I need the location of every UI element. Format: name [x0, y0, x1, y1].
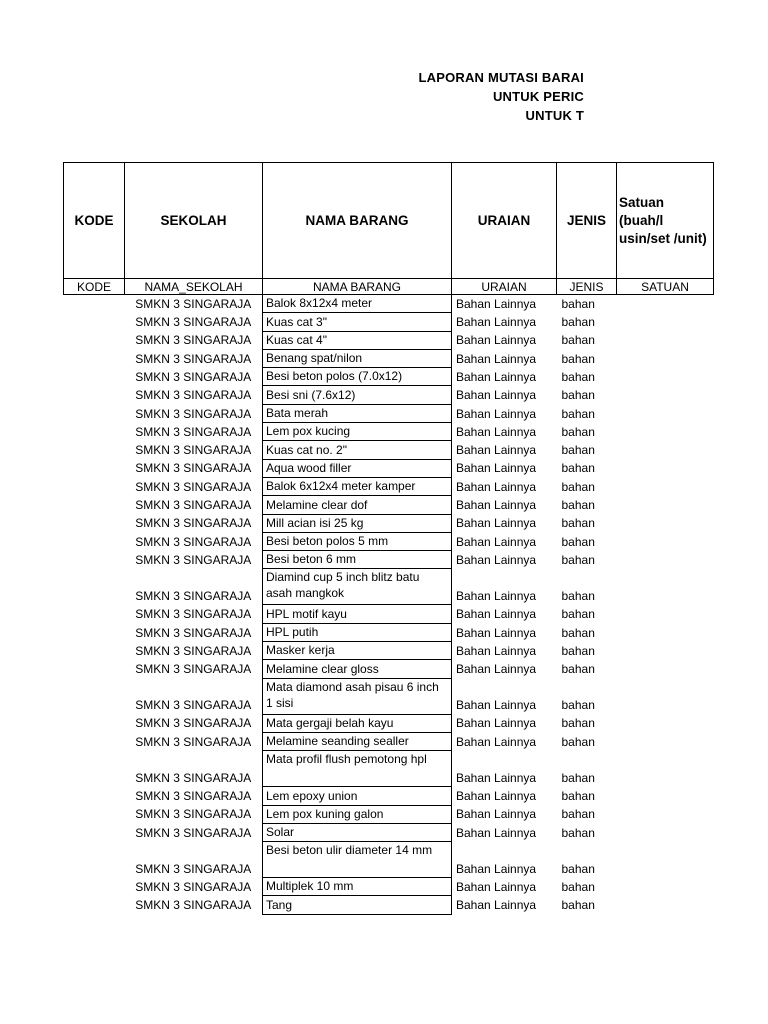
- cell-sekolah: SMKN 3 SINGARAJA: [135, 498, 252, 513]
- table-body: [64, 295, 714, 915]
- cell-jenis: bahan: [561, 789, 595, 804]
- cell-kode: [64, 386, 125, 404]
- cell-uraian: Bahan Lainnya: [456, 443, 537, 458]
- table-row: [64, 678, 714, 714]
- cell-nama-barang: Tang: [263, 896, 452, 914]
- cell-sekolah: SMKN 3 SINGARAJA: [135, 588, 252, 603]
- table-row: [64, 404, 714, 422]
- cell-sekolah: SMKN 3 SINGARAJA: [135, 461, 252, 476]
- cell-nama-barang: Multiplek 10 mm: [263, 878, 452, 896]
- cell-jenis: bahan: [561, 662, 595, 677]
- table-row: [64, 623, 714, 641]
- cell-uraian: Bahan Lainnya: [456, 825, 537, 840]
- table-row: [64, 805, 714, 823]
- subheader-sekolah: NAMA_SEKOLAH: [125, 279, 263, 295]
- table-row: [64, 569, 714, 605]
- cell-uraian: Bahan Lainnya: [456, 351, 537, 366]
- cell-jenis: bahan: [561, 479, 595, 494]
- cell-kode: [64, 496, 125, 514]
- cell-jenis: bahan: [561, 388, 595, 403]
- cell-jenis: bahan: [561, 461, 595, 476]
- cell-kode: [64, 823, 125, 841]
- cell-satuan: [617, 404, 714, 422]
- header-row: [64, 163, 714, 279]
- table-row: [64, 787, 714, 805]
- cell-sekolah: SMKN 3 SINGARAJA: [135, 879, 252, 894]
- cell-sekolah: SMKN 3 SINGARAJA: [135, 643, 252, 658]
- cell-jenis: bahan: [561, 825, 595, 840]
- cell-satuan: [617, 751, 714, 787]
- cell-jenis: bahan: [561, 534, 595, 549]
- subheader-kode: KODE: [64, 279, 125, 295]
- cell-jenis: bahan: [561, 406, 595, 421]
- cell-kode: [64, 313, 125, 331]
- cell-sekolah: SMKN 3 SINGARAJA: [135, 625, 252, 640]
- cell-sekolah: SMKN 3 SINGARAJA: [135, 424, 252, 439]
- cell-nama-barang: Besi beton ulir diameter 14 mm: [263, 842, 452, 878]
- subheader-uraian: URAIAN: [452, 279, 557, 295]
- subheader-row: [64, 279, 714, 295]
- cell-kode: [64, 459, 125, 477]
- cell-sekolah: SMKN 3 SINGARAJA: [135, 898, 252, 913]
- cell-jenis: bahan: [561, 879, 595, 894]
- cell-nama-barang: Kuas cat 3": [263, 313, 452, 331]
- cell-nama-barang: Balok 6x12x4 meter kamper: [263, 477, 452, 495]
- cell-satuan: [617, 823, 714, 841]
- cell-nama-barang: Aqua wood filler: [263, 459, 452, 477]
- cell-nama-barang: Besi sni (7.6x12): [263, 386, 452, 404]
- table-row: [64, 642, 714, 660]
- table-row: [64, 823, 714, 841]
- table-row: [64, 660, 714, 678]
- cell-sekolah: SMKN 3 SINGARAJA: [135, 662, 252, 677]
- cell-sekolah: SMKN 3 SINGARAJA: [135, 734, 252, 749]
- table-row: [64, 349, 714, 367]
- cell-satuan: [617, 660, 714, 678]
- cell-nama-barang: Lem epoxy union: [263, 787, 452, 805]
- cell-kode: [64, 714, 125, 732]
- cell-satuan: [617, 732, 714, 750]
- subheader-jenis: JENIS: [557, 279, 617, 295]
- cell-nama-barang: Balok 8x12x4 meter: [263, 295, 452, 313]
- cell-jenis: bahan: [561, 424, 595, 439]
- table-row: [64, 551, 714, 569]
- header-jenis: JENIS: [557, 163, 617, 279]
- header-uraian: URAIAN: [452, 163, 557, 279]
- cell-kode: [64, 896, 125, 914]
- cell-kode: [64, 441, 125, 459]
- cell-sekolah: SMKN 3 SINGARAJA: [135, 770, 252, 785]
- cell-jenis: bahan: [561, 734, 595, 749]
- cell-sekolah: SMKN 3 SINGARAJA: [135, 479, 252, 494]
- cell-satuan: [617, 295, 714, 313]
- table-row: [64, 496, 714, 514]
- cell-nama-barang: Masker kerja: [263, 642, 452, 660]
- cell-jenis: bahan: [561, 296, 595, 311]
- cell-satuan: [617, 842, 714, 878]
- cell-uraian: Bahan Lainnya: [456, 807, 537, 822]
- cell-jenis: bahan: [561, 698, 595, 713]
- cell-uraian: Bahan Lainnya: [456, 607, 537, 622]
- cell-satuan: [617, 551, 714, 569]
- cell-satuan: [617, 313, 714, 331]
- cell-uraian: Bahan Lainnya: [456, 861, 537, 876]
- cell-jenis: bahan: [561, 369, 595, 384]
- cell-jenis: bahan: [561, 351, 595, 366]
- cell-nama-barang: Kuas cat no. 2": [263, 441, 452, 459]
- table-row: [64, 477, 714, 495]
- cell-uraian: Bahan Lainnya: [456, 643, 537, 658]
- cell-uraian: Bahan Lainnya: [456, 734, 537, 749]
- cell-sekolah: SMKN 3 SINGARAJA: [135, 698, 252, 713]
- cell-sekolah: SMKN 3 SINGARAJA: [135, 296, 252, 311]
- cell-kode: [64, 623, 125, 641]
- cell-kode: [64, 404, 125, 422]
- cell-sekolah: SMKN 3 SINGARAJA: [135, 369, 252, 384]
- cell-uraian: Bahan Lainnya: [456, 588, 537, 603]
- table-row: [64, 532, 714, 550]
- cell-kode: [64, 605, 125, 623]
- cell-uraian: Bahan Lainnya: [456, 770, 537, 785]
- cell-nama-barang: Lem pox kuning galon: [263, 805, 452, 823]
- cell-uraian: Bahan Lainnya: [456, 406, 537, 421]
- cell-sekolah: SMKN 3 SINGARAJA: [135, 861, 252, 876]
- cell-satuan: [617, 878, 714, 896]
- cell-satuan: [617, 605, 714, 623]
- header-sekolah: SEKOLAH: [125, 163, 263, 279]
- cell-jenis: bahan: [561, 552, 595, 567]
- cell-kode: [64, 423, 125, 441]
- cell-uraian: Bahan Lainnya: [456, 315, 537, 330]
- cell-nama-barang: Melamine clear gloss: [263, 660, 452, 678]
- cell-satuan: [617, 349, 714, 367]
- cell-nama-barang: Besi beton polos 5 mm: [263, 532, 452, 550]
- cell-nama-barang: Lem pox kucing: [263, 423, 452, 441]
- cell-kode: [64, 295, 125, 313]
- cell-jenis: bahan: [561, 625, 595, 640]
- cell-sekolah: SMKN 3 SINGARAJA: [135, 825, 252, 840]
- cell-satuan: [617, 896, 714, 914]
- cell-jenis: bahan: [561, 807, 595, 822]
- cell-nama-barang: Mata diamond asah pisau 6 inch 1 sisi: [263, 678, 452, 714]
- cell-kode: [64, 805, 125, 823]
- cell-nama-barang: Bata merah: [263, 404, 452, 422]
- cell-nama-barang: Solar: [263, 823, 452, 841]
- cell-uraian: Bahan Lainnya: [456, 625, 537, 640]
- cell-kode: [64, 349, 125, 367]
- cell-jenis: bahan: [561, 861, 595, 876]
- cell-uraian: Bahan Lainnya: [456, 369, 537, 384]
- cell-uraian: Bahan Lainnya: [456, 333, 537, 348]
- cell-uraian: Bahan Lainnya: [456, 898, 537, 913]
- cell-jenis: bahan: [561, 898, 595, 913]
- cell-nama-barang: Melamine clear dof: [263, 496, 452, 514]
- cell-kode: [64, 514, 125, 532]
- cell-kode: [64, 732, 125, 750]
- cell-sekolah: SMKN 3 SINGARAJA: [135, 406, 252, 421]
- cell-nama-barang: Kuas cat 4": [263, 331, 452, 349]
- cell-uraian: Bahan Lainnya: [456, 698, 537, 713]
- cell-jenis: bahan: [561, 516, 595, 531]
- table-row: [64, 878, 714, 896]
- cell-sekolah: SMKN 3 SINGARAJA: [135, 315, 252, 330]
- cell-nama-barang: Melamine seanding sealler: [263, 732, 452, 750]
- cell-uraian: Bahan Lainnya: [456, 534, 537, 549]
- cell-sekolah: SMKN 3 SINGARAJA: [135, 607, 252, 622]
- cell-kode: [64, 751, 125, 787]
- cell-jenis: bahan: [561, 443, 595, 458]
- cell-satuan: [617, 623, 714, 641]
- cell-sekolah: SMKN 3 SINGARAJA: [135, 351, 252, 366]
- cell-jenis: bahan: [561, 770, 595, 785]
- table-row: [64, 605, 714, 623]
- cell-nama-barang: HPL motif kayu: [263, 605, 452, 623]
- table-row: [64, 751, 714, 787]
- cell-kode: [64, 477, 125, 495]
- report-title-line-3: UNTUK T: [525, 108, 584, 123]
- cell-sekolah: SMKN 3 SINGARAJA: [135, 716, 252, 731]
- cell-uraian: Bahan Lainnya: [456, 716, 537, 731]
- table-row: [64, 896, 714, 914]
- cell-uraian: Bahan Lainnya: [456, 461, 537, 476]
- cell-satuan: [617, 331, 714, 349]
- cell-uraian: Bahan Lainnya: [456, 662, 537, 677]
- cell-sekolah: SMKN 3 SINGARAJA: [135, 789, 252, 804]
- cell-sekolah: SMKN 3 SINGARAJA: [135, 388, 252, 403]
- cell-kode: [64, 331, 125, 349]
- cell-satuan: [617, 423, 714, 441]
- cell-satuan: [617, 477, 714, 495]
- cell-satuan: [617, 386, 714, 404]
- cell-kode: [64, 660, 125, 678]
- table-row: [64, 459, 714, 477]
- cell-nama-barang: Mill acian isi 25 kg: [263, 514, 452, 532]
- cell-satuan: [617, 532, 714, 550]
- header-satuan: Satuan (buah/l usin/set /unit): [617, 163, 714, 279]
- cell-sekolah: SMKN 3 SINGARAJA: [135, 443, 252, 458]
- cell-uraian: Bahan Lainnya: [456, 479, 537, 494]
- header-nama-barang: NAMA BARANG: [263, 163, 452, 279]
- cell-nama-barang: Mata gergaji belah kayu: [263, 714, 452, 732]
- cell-sekolah: SMKN 3 SINGARAJA: [135, 333, 252, 348]
- cell-uraian: Bahan Lainnya: [456, 296, 537, 311]
- cell-satuan: [617, 459, 714, 477]
- cell-kode: [64, 642, 125, 660]
- cell-kode: [64, 787, 125, 805]
- cell-satuan: [617, 569, 714, 605]
- cell-satuan: [617, 714, 714, 732]
- cell-uraian: Bahan Lainnya: [456, 498, 537, 513]
- cell-jenis: bahan: [561, 498, 595, 513]
- table-row: [64, 441, 714, 459]
- table-row: [64, 732, 714, 750]
- table-row: [64, 386, 714, 404]
- table-row: [64, 331, 714, 349]
- cell-nama-barang: Benang spat/nilon: [263, 349, 452, 367]
- cell-sekolah: SMKN 3 SINGARAJA: [135, 534, 252, 549]
- cell-satuan: [617, 642, 714, 660]
- report-title-line-1: LAPORAN MUTASI BARAI: [418, 70, 584, 85]
- cell-sekolah: SMKN 3 SINGARAJA: [135, 807, 252, 822]
- cell-kode: [64, 678, 125, 714]
- cell-jenis: bahan: [561, 588, 595, 603]
- cell-kode: [64, 551, 125, 569]
- cell-kode: [64, 368, 125, 386]
- table-row: [64, 313, 714, 331]
- cell-satuan: [617, 496, 714, 514]
- cell-uraian: Bahan Lainnya: [456, 552, 537, 567]
- table-row: [64, 714, 714, 732]
- cell-uraian: Bahan Lainnya: [456, 789, 537, 804]
- table-row: [64, 423, 714, 441]
- cell-kode: [64, 532, 125, 550]
- cell-kode: [64, 878, 125, 896]
- cell-satuan: [617, 441, 714, 459]
- cell-uraian: Bahan Lainnya: [456, 388, 537, 403]
- cell-nama-barang: Besi beton polos (7.0x12): [263, 368, 452, 386]
- subheader-satuan: SATUAN: [617, 279, 714, 295]
- cell-uraian: Bahan Lainnya: [456, 516, 537, 531]
- cell-jenis: bahan: [561, 315, 595, 330]
- cell-uraian: Bahan Lainnya: [456, 879, 537, 894]
- cell-nama-barang: HPL putih: [263, 623, 452, 641]
- table-row: [64, 514, 714, 532]
- cell-kode: [64, 842, 125, 878]
- cell-sekolah: SMKN 3 SINGARAJA: [135, 516, 252, 531]
- cell-satuan: [617, 678, 714, 714]
- report-title-line-2: UNTUK PERIC: [492, 89, 584, 104]
- cell-jenis: bahan: [561, 716, 595, 731]
- cell-jenis: bahan: [561, 333, 595, 348]
- cell-jenis: bahan: [561, 643, 595, 658]
- cell-satuan: [617, 805, 714, 823]
- table-row: [64, 842, 714, 878]
- cell-satuan: [617, 368, 714, 386]
- cell-nama-barang: Mata profil flush pemotong hpl: [263, 751, 452, 787]
- inventory-table: [63, 162, 714, 915]
- cell-kode: [64, 569, 125, 605]
- table-row: [64, 295, 714, 313]
- cell-jenis: bahan: [561, 607, 595, 622]
- cell-satuan: [617, 787, 714, 805]
- cell-nama-barang: Diamind cup 5 inch blitz batu asah mangkok: [263, 569, 452, 605]
- cell-satuan: [617, 514, 714, 532]
- table-row: [64, 368, 714, 386]
- header-kode: KODE: [64, 163, 125, 279]
- cell-sekolah: SMKN 3 SINGARAJA: [135, 552, 252, 567]
- cell-nama-barang: Besi beton 6 mm: [263, 551, 452, 569]
- subheader-nama-barang: NAMA BARANG: [263, 279, 452, 295]
- cell-uraian: Bahan Lainnya: [456, 424, 537, 439]
